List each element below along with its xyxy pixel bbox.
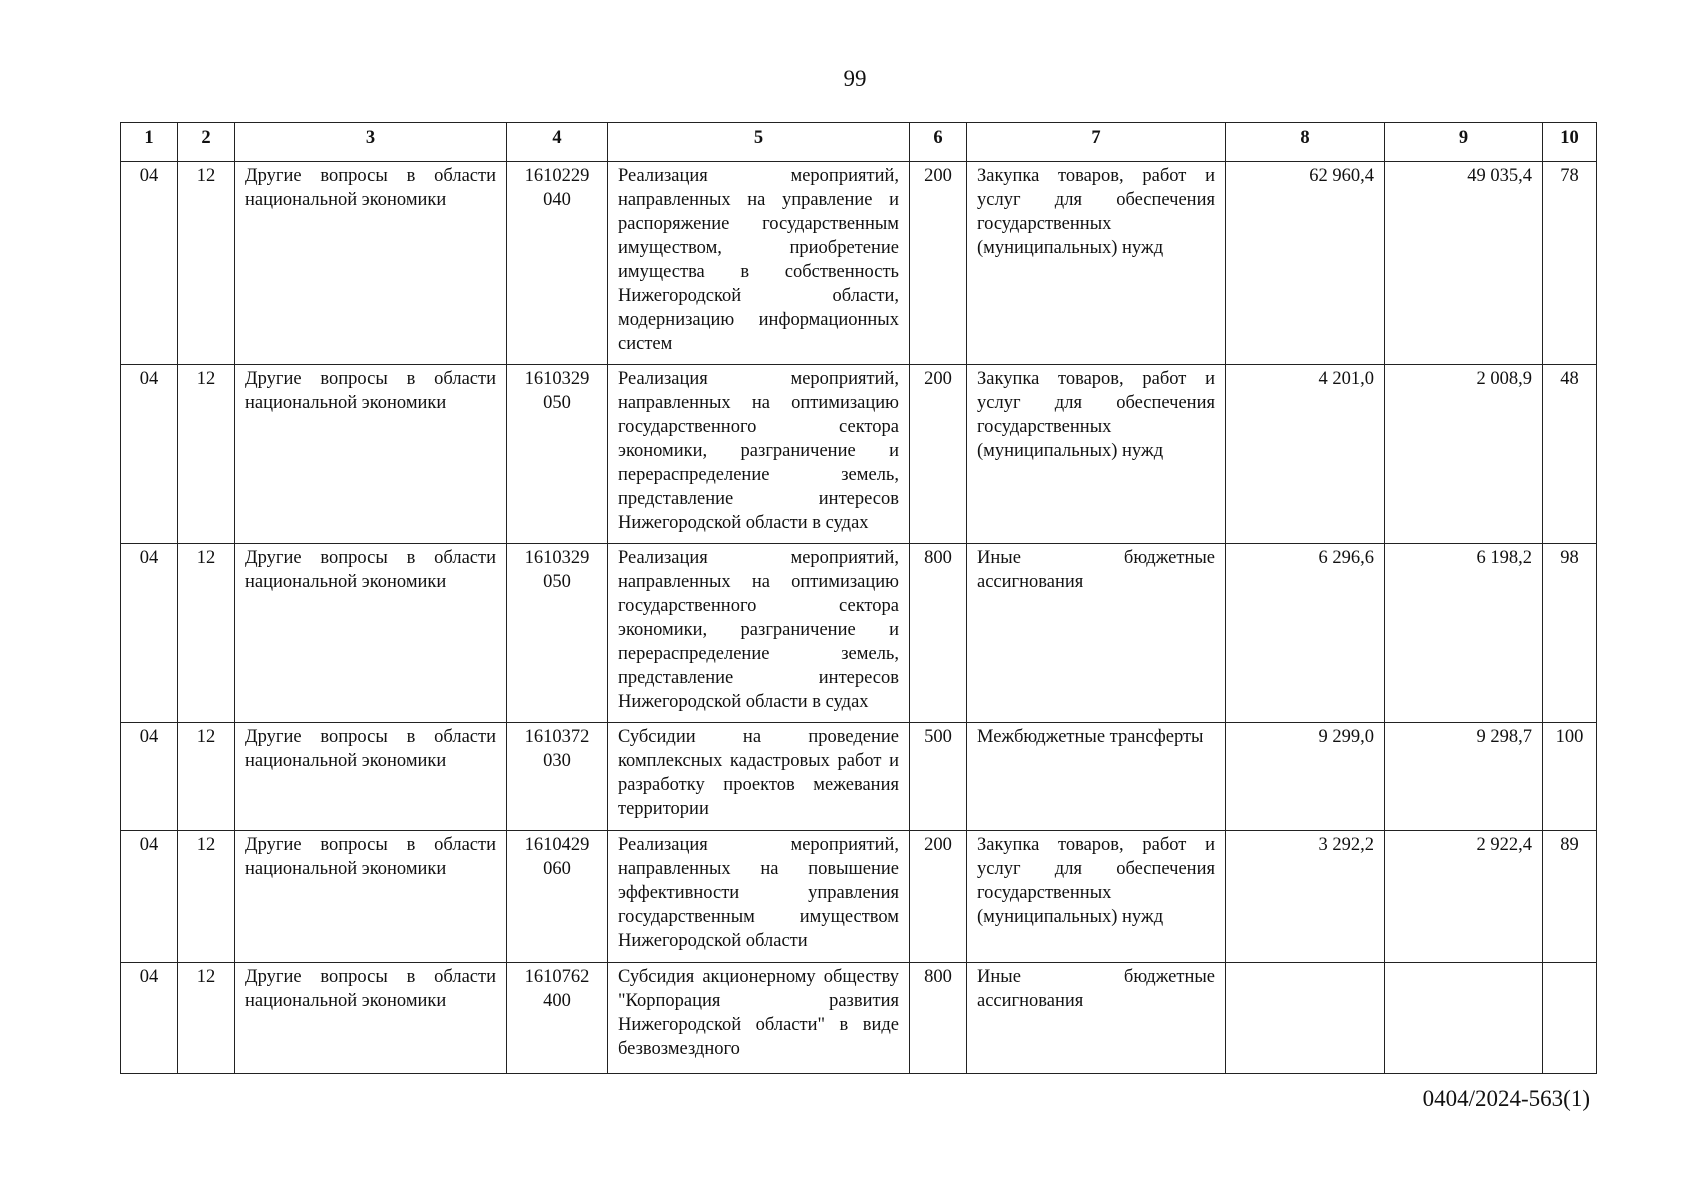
target-article-code-part1: 1610429 — [524, 835, 590, 855]
executed-amount: 49 035,4 — [1385, 162, 1543, 365]
column-header: 5 — [608, 123, 910, 162]
target-article-code-part2: 060 — [543, 859, 571, 879]
expense-type-name: Иные бюджетные ассигнования — [967, 963, 1226, 1074]
target-article-code — [507, 963, 608, 1074]
executed-amount — [1385, 963, 1543, 1074]
section-code: 04 — [121, 365, 178, 544]
expense-type-code: 200 — [910, 162, 967, 365]
column-header: 3 — [235, 123, 507, 162]
column-header: 1 — [121, 123, 178, 162]
section-name: Другие вопросы в области национальной экономики — [235, 544, 507, 723]
planned-amount: 3 292,2 — [1226, 831, 1385, 963]
target-article-code — [507, 544, 608, 723]
section-code: 04 — [121, 544, 178, 723]
table-row — [121, 162, 1597, 365]
target-article-code-part1: 1610329 — [524, 369, 590, 389]
subsection-code: 12 — [178, 544, 235, 723]
expense-type-name: Межбюджетные трансферты — [967, 723, 1226, 831]
expense-type-code: 800 — [910, 544, 967, 723]
target-article-code-part1: 1610329 — [524, 548, 590, 568]
target-article-name: Реализация мероприятий, направленных на повышение эффективности управления государственным имуществом Нижегородской области — [608, 831, 910, 963]
execution-percent: 100 — [1543, 723, 1597, 831]
expense-type-code: 500 — [910, 723, 967, 831]
target-article-name: Реализация мероприятий, направленных на оптимизацию государственного сектора экономики, разграничение и перераспределение земель, представление интересов Нижегородской области в судах — [608, 544, 910, 723]
expense-type-name: Иные бюджетные ассигнования — [967, 544, 1226, 723]
section-code: 04 — [121, 162, 178, 365]
target-article-code-part1: 1610229 — [524, 166, 590, 186]
table-row — [121, 831, 1597, 963]
table-row — [121, 963, 1597, 1074]
planned-amount: 4 201,0 — [1226, 365, 1385, 544]
target-article-code-part2: 050 — [543, 572, 571, 592]
target-article-name: Реализация мероприятий, направленных на оптимизацию государственного сектора экономики, разграничение и перераспределение земель, представление интересов Нижегородской области в судах — [608, 365, 910, 544]
target-article-code — [507, 723, 608, 831]
subsection-code: 12 — [178, 831, 235, 963]
section-code: 04 — [121, 723, 178, 831]
planned-amount — [1226, 963, 1385, 1074]
column-header: 7 — [967, 123, 1226, 162]
execution-percent: 98 — [1543, 544, 1597, 723]
expense-type-name: Закупка товаров, работ и услуг для обеспечения государственных (муниципальных) нужд — [967, 162, 1226, 365]
planned-amount: 62 960,4 — [1226, 162, 1385, 365]
planned-amount: 9 299,0 — [1226, 723, 1385, 831]
target-article-code — [507, 162, 608, 365]
planned-amount: 6 296,6 — [1226, 544, 1385, 723]
target-article-code-part2: 050 — [543, 393, 571, 413]
section-code: 04 — [121, 963, 178, 1074]
expense-type-code: 200 — [910, 365, 967, 544]
executed-amount: 6 198,2 — [1385, 544, 1543, 723]
column-header: 10 — [1543, 123, 1597, 162]
budget-table — [120, 122, 1597, 1074]
executed-amount: 9 298,7 — [1385, 723, 1543, 831]
target-article-code-part1: 1610372 — [524, 727, 590, 747]
table-row — [121, 544, 1597, 723]
section-name: Другие вопросы в области национальной экономики — [235, 723, 507, 831]
column-header: 6 — [910, 123, 967, 162]
target-article-code-part2: 040 — [543, 190, 571, 210]
execution-percent — [1543, 963, 1597, 1074]
target-article-name: Субсидии на проведение комплексных кадастровых работ и разработку проектов межевания территории — [608, 723, 910, 831]
expense-type-code: 200 — [910, 831, 967, 963]
target-article-code-part2: 030 — [543, 751, 571, 771]
target-article-code — [507, 831, 608, 963]
header-row — [121, 123, 1597, 162]
subsection-code: 12 — [178, 963, 235, 1074]
section-name: Другие вопросы в области национальной экономики — [235, 365, 507, 544]
subsection-code: 12 — [178, 365, 235, 544]
section-name: Другие вопросы в области национальной экономики — [235, 963, 507, 1074]
target-article-code-part2: 400 — [543, 991, 571, 1011]
execution-percent: 89 — [1543, 831, 1597, 963]
section-code: 04 — [121, 831, 178, 963]
expense-type-code: 800 — [910, 963, 967, 1074]
column-header: 2 — [178, 123, 235, 162]
executed-amount: 2 008,9 — [1385, 365, 1543, 544]
subsection-code: 12 — [178, 723, 235, 831]
expense-type-name: Закупка товаров, работ и услуг для обеспечения государственных (муниципальных) нужд — [967, 365, 1226, 544]
section-name: Другие вопросы в области национальной экономики — [235, 162, 507, 365]
target-article-code-part1: 1610762 — [524, 967, 590, 987]
table-row — [121, 365, 1597, 544]
target-article-code — [507, 365, 608, 544]
executed-amount: 2 922,4 — [1385, 831, 1543, 963]
document-code: 0404/2024-563(1) — [1422, 1086, 1590, 1111]
target-article-name: Субсидия акционерному обществу "Корпорация развития Нижегородской области" в виде безвозмездного — [608, 963, 910, 1074]
expense-type-name: Закупка товаров, работ и услуг для обеспечения государственных (муниципальных) нужд — [967, 831, 1226, 963]
target-article-name: Реализация мероприятий, направленных на управление и распоряжение государственным имуществом, приобретение имущества в собственность Нижегородской области, модернизацию информационных систем — [608, 162, 910, 365]
table-row — [121, 723, 1597, 831]
page-number: 99 — [843, 66, 867, 91]
execution-percent: 48 — [1543, 365, 1597, 544]
subsection-code: 12 — [178, 162, 235, 365]
execution-percent: 78 — [1543, 162, 1597, 365]
column-header: 8 — [1226, 123, 1385, 162]
section-name: Другие вопросы в области национальной экономики — [235, 831, 507, 963]
column-header: 9 — [1385, 123, 1543, 162]
column-header: 4 — [507, 123, 608, 162]
